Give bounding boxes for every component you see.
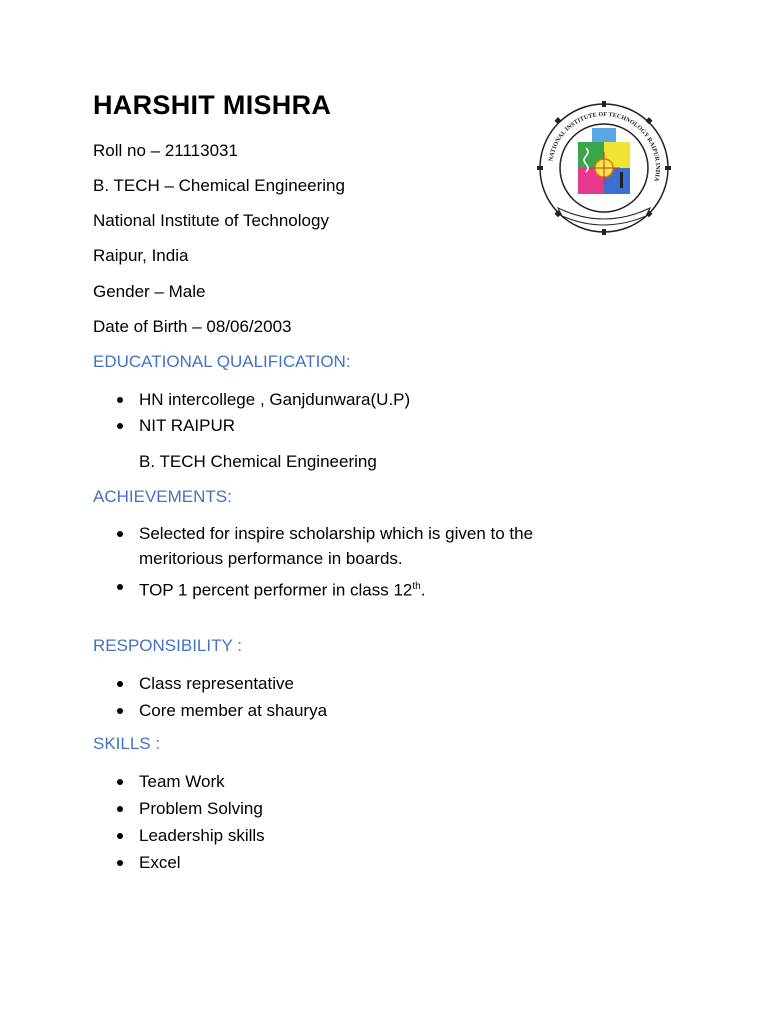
- ordinal-suffix: th: [412, 581, 421, 592]
- bullet-icon: [117, 681, 123, 687]
- punctuation: .: [420, 580, 426, 600]
- list-item: [139, 823, 265, 848]
- bullet-icon: [117, 423, 123, 429]
- education-item-text: NIT RAIPUR: [139, 416, 236, 435]
- institute: National Institute of Technology: [93, 211, 329, 230]
- responsibility-text: Class representative: [139, 674, 294, 693]
- education-item-text: HN intercollege , Ganjdunwara(U.P): [139, 390, 411, 409]
- achievement-text-continued: meritorious performance in boards.: [139, 549, 403, 568]
- svg-text:NATIONAL INSTITUTE OF TECHNOLO: NATIONAL INSTITUTE OF TECHNOLOGY RAIPUR INDIA: [547, 110, 662, 182]
- bullet-icon: [117, 806, 123, 812]
- skill-text: Problem Solving: [139, 799, 263, 818]
- list-item: [139, 769, 225, 794]
- roll-number: Roll no – 21113031: [93, 141, 238, 160]
- list-item: [139, 574, 425, 603]
- bullet-icon: [117, 779, 123, 785]
- bullet-icon: [117, 708, 123, 714]
- list-item: [139, 698, 327, 723]
- bullet-icon: [117, 584, 123, 590]
- skill-text: Leadership skills: [139, 826, 265, 845]
- location: Raipur, India: [93, 246, 189, 265]
- list-item: [139, 671, 294, 696]
- education-heading: EDUCATIONAL QUALIFICATION:: [93, 352, 351, 371]
- list-item: [139, 796, 263, 821]
- bullet-icon: [117, 833, 123, 839]
- list-item: [139, 850, 181, 875]
- responsibility-heading: RESPONSIBILITY :: [93, 636, 242, 655]
- list-item: [139, 521, 533, 546]
- skill-text: Excel: [139, 853, 181, 872]
- bullet-icon: [117, 860, 123, 866]
- bullet-icon: [117, 397, 123, 403]
- gender: Gender – Male: [93, 282, 206, 301]
- degree: B. TECH – Chemical Engineering: [93, 176, 345, 195]
- achievements-heading: ACHIEVEMENTS:: [93, 487, 232, 506]
- achievement-text: TOP 1 percent performer in class 12: [139, 580, 413, 600]
- list-item: [139, 387, 410, 412]
- nit-raipur-logo-icon: [536, 100, 672, 236]
- list-item: [139, 413, 235, 438]
- skills-heading: SKILLS :: [93, 734, 161, 753]
- responsibility-text: Core member at shaurya: [139, 701, 328, 720]
- achievement-text: Selected for inspire scholarship which is given to the: [139, 524, 534, 543]
- candidate-name: HARSHIT MISHRA: [93, 90, 332, 120]
- skill-text: Team Work: [139, 772, 225, 791]
- date-of-birth: Date of Birth – 08/06/2003: [93, 317, 292, 336]
- education-sub-line: B. TECH Chemical Engineering: [139, 452, 377, 471]
- bullet-icon: [117, 531, 123, 537]
